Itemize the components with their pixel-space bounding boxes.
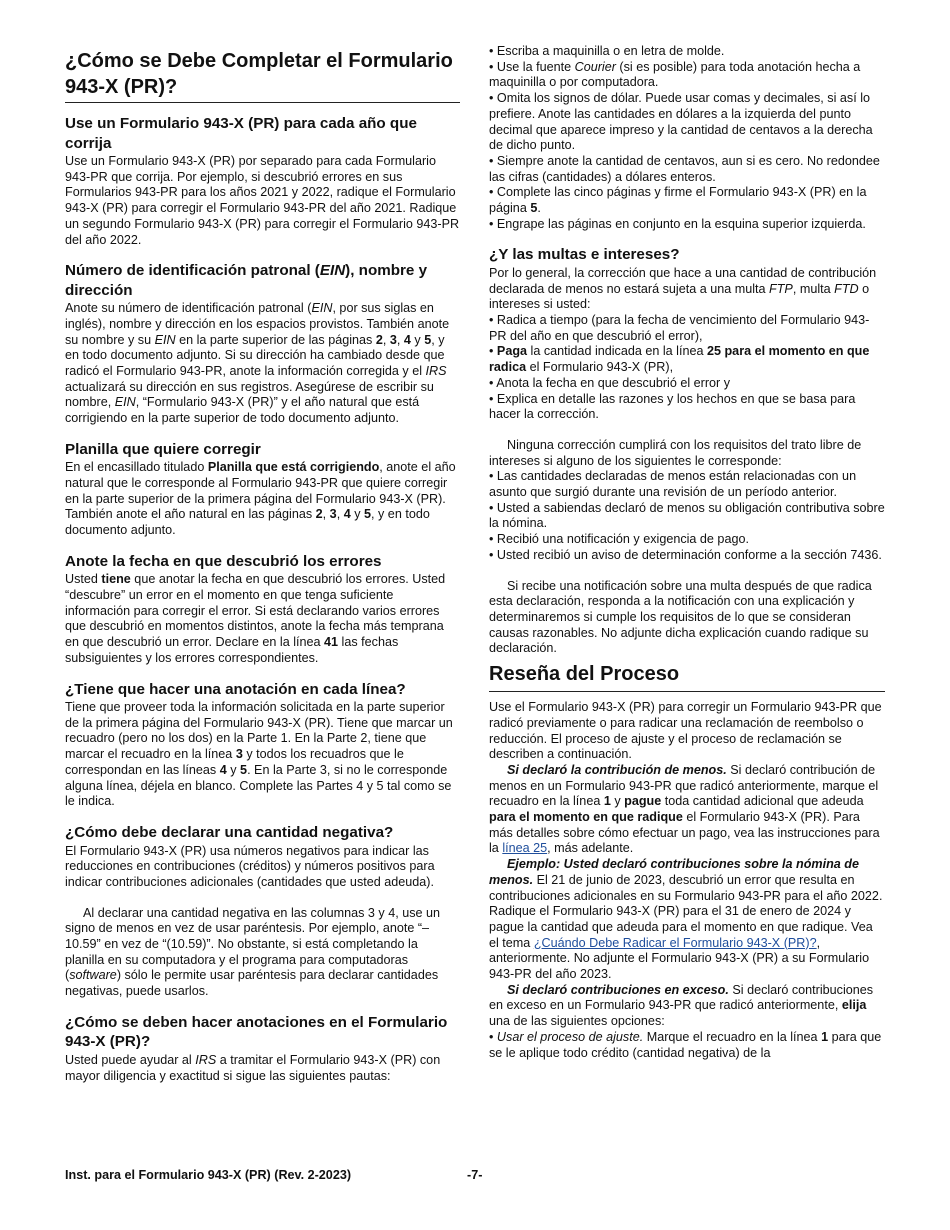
page-footer [65,1168,885,1182]
heading-negative-amount: ¿Cómo debe declarar una cantidad negativa? [65,824,394,841]
paragraph: Use el Formulario 943-X (PR) para corregir un Formulario 943-PR que radicó previamente o para radicar una reclamación de reembolso o reducción. El proceso de ajuste y el proceso de reclamación se describen a continuación. [489,700,882,762]
bullet-item: • Use la fuente Courier (si es posible) para toda anotación hecha a maquinilla o por computadora. [489,59,861,90]
bullet-item: • Anota la fecha en que descubrió el error y [489,375,731,390]
paragraph: Si recibe una notificación sobre una multa después de que radica esta declaración, responda a la notificación con una explicación y determinaremos si cumple los requisitos de lo que se consideran causas razonables. No adjunte dicha explicación cuando radique su declaración. [489,578,872,656]
bullet-item: • Escriba a maquinilla o en letra de molde. [489,44,725,58]
heading-ein-name-address: Número de identificación patronal (EIN), nombre y dirección [65,262,428,299]
paragraph: Usted tiene que anotar la fecha en que descubrió los errores. Usted “descubre” un error en el momento en que tenga suficiente información para corregir el error. Si está declarando varios errores que descubrió en momentos distintos, anote la fecha más temprana en que descubrió un error. Declare en la línea 41 las fechas subsiguientes y los errores correspondientes. [65,572,446,665]
line-25-link[interactable]: línea 25 [502,841,548,856]
heading-penalties-interest: ¿Y las multas e intereses? [489,246,680,264]
paragraph: Por lo general, la corrección que hace a una cantidad de contribución declarada de menos no estará sujeta a una multa FTP, multa FTD o intereses si usted: [489,265,877,312]
paragraph: Ninguna corrección cumplirá con los requisitos del trato libre de intereses si alguno de los siguientes le corresponde: [489,437,862,468]
right-column [489,44,885,1061]
paragraph: Anote su número de identificación patronal (EIN, por sus siglas en inglés), nombre y dirección en los espacios provistos. También anote su nombre y su EIN en la parte superior de las páginas 2, 3, 4 y 5, y en todo documento adjunto. Si su dirección ha cambiado desde que radicó el Formulario 943-PR, anote la información corregida y el IRS actualizará su dirección en sus registros. Asegúrese de escribir su nombre, EIN, “Formulario 943-X (PR)” y el año natural que está corrigiendo en la parte superior de todo documento adjunto. [65,301,450,426]
paragraph: Si declaró contribuciones en exceso. Si declaró contribuciones en exceso en un Formulario 943-PR que radicó anteriormente, elija una de las siguientes opciones: [489,982,874,1029]
heading-how-to-make-entries: ¿Cómo se deben hacer anotaciones en el Formulario 943-X (PR)? [65,1013,448,1051]
bullet-item: • Radica a tiempo (para la fecha de vencimiento del Formulario 943-PR del año en que descubrió el error), [489,313,870,343]
bullet-item: • Usted recibió un aviso de determinación conforme a la sección 7436. [489,547,882,562]
bullet-item: • Engrape las páginas en conjunto en la esquina superior izquierda. [489,216,866,231]
heading-entry-every-line: ¿Tiene que hacer una anotación en cada línea? [65,680,406,698]
section-title: ¿Cómo se Debe Completar el Formulario 943-X (PR)? [65,48,460,103]
left-column [65,44,460,1084]
bullet-item: • Complete las cinco páginas y firme el Formulario 943-X (PR) en la página 5. [489,185,867,216]
bullet-item: • Siempre anote la cantidad de centavos, aun si es cero. No redondee las cifras (cantidades) a dólares enteros. [489,153,880,184]
bullet-item: • Las cantidades declaradas de menos están relacionadas con un asunto que surgió durante una revisión de un período anterior. [489,469,857,500]
bullet-item: • Omita los signos de dólar. Puede usar comas y decimales, si así lo prefiere. Anote las cantidades en dólares a la izquierda del punto decimal que aparece impreso y la cantidad de centavos a la derecha de dicho punto. [489,91,873,153]
paragraph: Ejemplo: Usted declaró contribuciones sobre la nómina de menos. El 21 de junio de 2023, descubrió un error que resulta en contribuciones adicionales en su Formulario 943-PR para el año 2022. Radique el Formulario 943-X (PR) para el 31 de enero de 2024 y pague la cantidad que adeuda para el momento en que radique. Vea el tema ¿Cuándo Debe Radicar el Formulario 943-X (PR)?, anteriormente. No adjunte el Formulario 943-X (PR) a su Formulario 943-PR del año 2023. [489,857,883,982]
paragraph: Usted puede ayudar al IRS a tramitar el Formulario 943-X (PR) con mayor diligencia y exactitud si sigue las siguientes pautas: [65,1052,441,1083]
bullet-item: • Usted a sabiendas declaró de menos su obligación contributiva sobre la nómina. [489,500,885,531]
heading-date-discovered: Anote la fecha en que descubrió los errores [65,552,382,570]
bullet-item: • Explica en detalle las razones y los hechos en que se basa para hacer la corrección. [489,391,856,422]
bullet-item: • Recibió una notificación y exigencia de pago. [489,532,749,547]
bullet-item: • Usar el proceso de ajuste. Marque el recuadro en la línea 1 para que se le aplique todo crédito (cantidad negativa) de la [489,1029,882,1060]
footer-form-title: Inst. para el Formulario 943-X (PR) (Rev. 2-2023) [65,1168,352,1182]
paragraph: Si declaró la contribución de menos. Si declaró contribución de menos en un Formulario 943-PR que radicó anteriormente, marque el recuadro en la línea 1 y pague toda cantidad adicional que adeuda para el momento en que radique el Formulario 943-X (PR). Para más detalles sobre cómo efectuar un pago, vea las instrucciones para la línea 25, más adelante. [489,762,880,856]
paragraph: Al declarar una cantidad negativa en las columnas 3 y 4, use un signo de menos en vez de usar paréntesis. Por ejemplo, anote “–10.59” en vez de “(10.59)”. No obstante, si está completando la planilla en su computadora y el programa para computadoras (software) sólo le permite usar paréntesis para declarar cantidades negativas, puede usarlos. [65,905,441,999]
page-number: -7- [467,1168,483,1182]
bullet-item: • Paga la cantidad indicada en la línea 25 para el momento en que radica el Formulario 943-X (PR), [489,344,870,375]
section-title: Reseña del Proceso [489,661,885,692]
when-to-file-link[interactable]: ¿Cuándo Debe Radicar el Formulario 943-X (PR)? [533,935,817,950]
paragraph: Tiene que proveer toda la información solicitada en la parte superior de la primera página del Formulario 943-X (PR). Tiene que marcar un recuadro (pero no los dos) en la Parte 1. En la Parte 2, tiene que marcar el recuadro en la línea 3 y todos los recuadros que le correspondan en las líneas 4 y 5. En la Parte 3, si no le corresponde alguna línea, déjela en blanco. Complete las Partes 4 y 5 tal como se le indica. [65,700,453,809]
paragraph: El Formulario 943-X (PR) usa números negativos para indicar las reducciones en contribuciones (créditos) y números positivos para indicar contribuciones adicionales (cantidades que usted adeuda). [65,843,435,889]
heading-one-form-per-year: Use un Formulario 943-X (PR) para cada año que corrija [65,115,417,152]
heading-return-to-correct: Planilla que quiere corregir [65,440,261,458]
paragraph: Use un Formulario 943-X (PR) por separado para cada Formulario 943-PR que corrija. Por ejemplo, si descubrió errores en sus Formularios 943-PR para los años 2021 y 2022, radique el Formulario 943-X (PR) para corregir el Formulario 943-PR del año 2021. Radique un segundo Formulario 943-X (PR) para corregir el Formulario 943-PR del año 2022. [65,154,460,247]
paragraph: En el encasillado titulado Planilla que está corrigiendo, anote el año natural que le corresponde al Formulario 943-PR que quiere corregir en la parte superior de la primera página del Formulario 943-X (PR). También anote el año natural en las páginas 2, 3, 4 y 5, y en todo documento adjunto. [65,460,456,538]
